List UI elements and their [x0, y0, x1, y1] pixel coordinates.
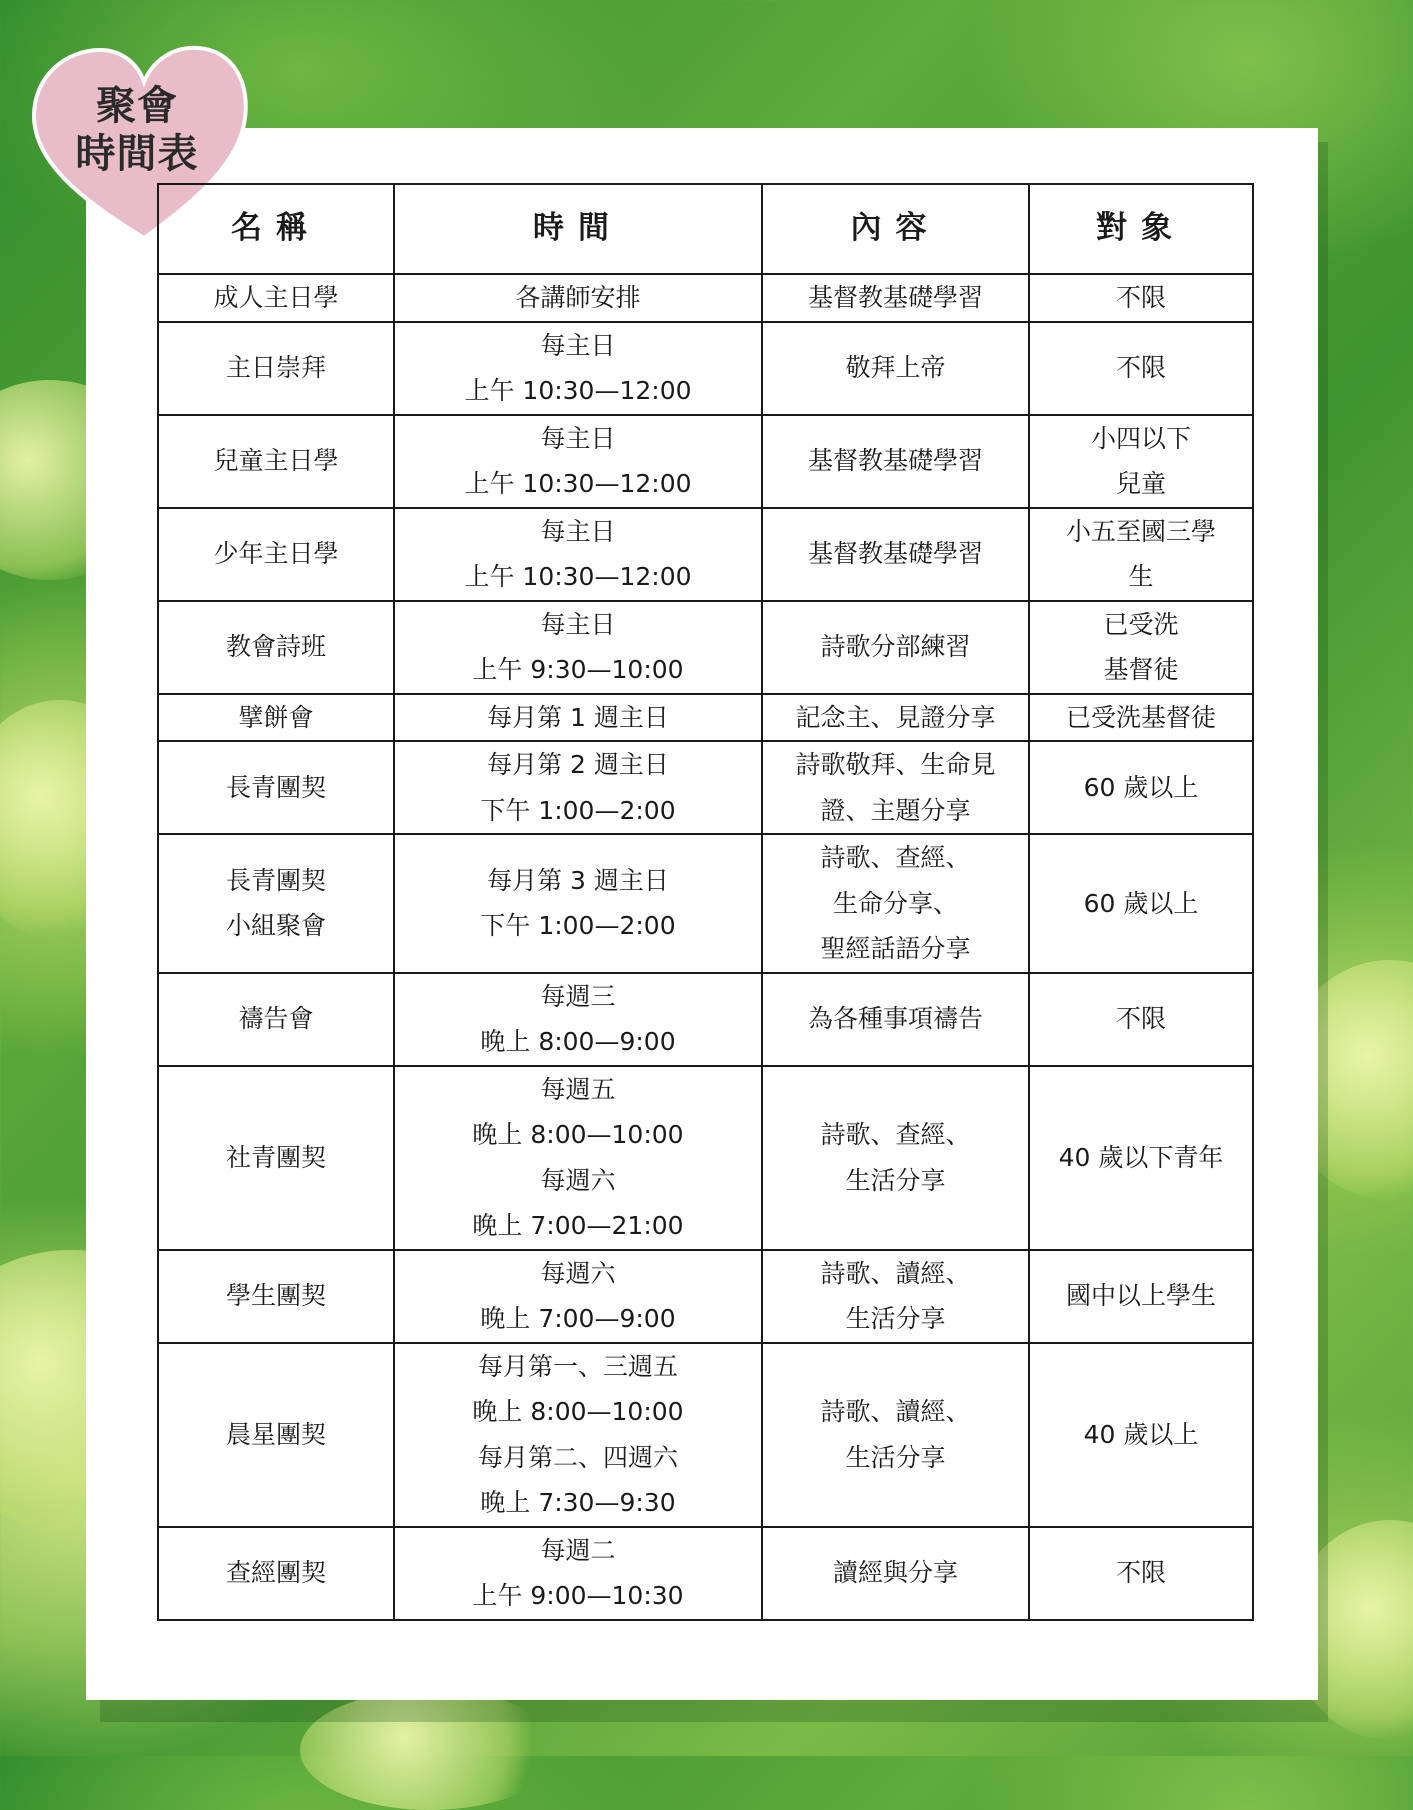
- content-line: 聖經話語分享: [820, 934, 971, 963]
- audience-line: 不限: [1115, 353, 1166, 383]
- time-line: 每週六: [540, 1165, 616, 1195]
- cell-name: [158, 415, 394, 508]
- header-time: 時間: [394, 184, 762, 274]
- name-line: 主日崇拜: [225, 353, 326, 383]
- cell-time: [394, 1527, 762, 1620]
- cell-name: [158, 1527, 394, 1620]
- table-row: [158, 415, 1253, 508]
- cell-name: [158, 1343, 394, 1527]
- content-line: 敬拜上帝: [845, 353, 946, 383]
- audience-line: 60 歲以上: [1083, 888, 1199, 918]
- time-line: 每月第 2 週主日: [487, 750, 669, 779]
- time-line: 晚上 8:00—10:00: [472, 1397, 684, 1426]
- name-line: 查經團契: [225, 1558, 326, 1588]
- table-row: [158, 1066, 1253, 1250]
- content-line: 生活分享: [845, 1442, 946, 1472]
- time-line: 每月第 1 週主日: [487, 702, 669, 732]
- content-line: 基督教基礎學習: [807, 539, 983, 569]
- cell-time: [394, 1343, 762, 1527]
- cell-content: [762, 274, 1029, 322]
- time-line: 每月第 3 週主日: [487, 865, 669, 895]
- content-line: 詩歌敬拜、生命見: [795, 750, 996, 779]
- audience-line: 已受洗: [1103, 609, 1179, 639]
- name-line: 學生團契: [225, 1281, 326, 1311]
- cell-time: [394, 1066, 762, 1250]
- audience-line: 兒童: [1115, 469, 1166, 498]
- cell-audience: [1029, 322, 1253, 415]
- audience-line: 不限: [1115, 283, 1166, 312]
- name-line: 禱告會: [238, 1004, 314, 1034]
- cell-content: [762, 834, 1029, 973]
- cell-content: [762, 1343, 1029, 1527]
- time-line: 上午 10:30—12:00: [464, 562, 692, 591]
- name-line: 擘餅會: [238, 702, 314, 732]
- table-row: [158, 973, 1253, 1066]
- time-line: 上午 9:00—10:30: [472, 1581, 684, 1610]
- content-line: 生活分享: [845, 1165, 946, 1195]
- content-line: 記念主、見證分享: [795, 702, 996, 732]
- time-line: 每主日: [540, 423, 616, 453]
- name-line: 社青團契: [225, 1142, 326, 1172]
- table-row: [158, 508, 1253, 601]
- name-line: 兒童主日學: [213, 446, 339, 476]
- cell-time: [394, 508, 762, 601]
- table-row: [158, 1527, 1253, 1620]
- content-line: 詩歌、查經、: [820, 843, 971, 872]
- audience-line: 40 歲以上: [1083, 1419, 1199, 1449]
- table-row: [158, 741, 1253, 834]
- cell-name: [158, 322, 394, 415]
- time-line: 每月第二、四週六: [477, 1442, 678, 1472]
- name-line: 晨星團契: [225, 1419, 326, 1449]
- time-line: 上午 10:30—12:00: [464, 469, 692, 498]
- cell-name: [158, 508, 394, 601]
- time-line: 下午 1:00—2:00: [480, 795, 676, 825]
- header-audience: 對象: [1029, 184, 1253, 274]
- time-line: 晚上 8:00—10:00: [472, 1120, 684, 1149]
- cell-name: [158, 694, 394, 742]
- content-line: 基督教基礎學習: [807, 446, 983, 476]
- name-line: 小組聚會: [225, 911, 326, 941]
- table-body: [158, 274, 1253, 1620]
- content-line: 基督教基礎學習: [807, 283, 983, 312]
- cell-name: [158, 1066, 394, 1250]
- table-row: [158, 1343, 1253, 1527]
- name-line: 長青團契: [225, 772, 326, 802]
- cell-audience: [1029, 1066, 1253, 1250]
- cell-time: [394, 601, 762, 694]
- cell-time: [394, 274, 762, 322]
- cell-content: [762, 601, 1029, 694]
- time-line: 晚上 7:30—9:30: [480, 1488, 676, 1517]
- cell-audience: [1029, 1250, 1253, 1343]
- audience-line: 生: [1128, 562, 1154, 591]
- audience-line: 基督徒: [1103, 655, 1179, 684]
- cell-audience: [1029, 741, 1253, 834]
- schedule-table: [157, 183, 1254, 1621]
- audience-line: 小四以下: [1090, 423, 1191, 453]
- cell-time: [394, 322, 762, 415]
- name-line: 教會詩班: [225, 632, 326, 662]
- content-line: 詩歌、讀經、: [820, 1258, 971, 1288]
- cell-time: [394, 973, 762, 1066]
- time-line: 每主日: [540, 330, 616, 360]
- cell-audience: [1029, 508, 1253, 601]
- cell-audience: [1029, 694, 1253, 742]
- time-line: 每週二: [540, 1535, 616, 1565]
- cell-audience: [1029, 834, 1253, 973]
- name-line: 少年主日學: [213, 539, 339, 569]
- time-line: 每主日: [540, 609, 616, 639]
- cell-content: [762, 1066, 1029, 1250]
- badge-title-line1: 聚會: [96, 83, 178, 129]
- cell-content: [762, 415, 1029, 508]
- cell-name: [158, 973, 394, 1066]
- content-line: 生活分享: [845, 1304, 946, 1333]
- audience-line: 小五至國三學: [1065, 516, 1216, 546]
- table-row: [158, 1250, 1253, 1343]
- content-line: 詩歌、查經、: [820, 1120, 971, 1149]
- content-line: 生命分享、: [832, 888, 958, 918]
- time-line: 每月第一、三週五: [477, 1351, 678, 1381]
- name-line: 成人主日學: [213, 283, 339, 312]
- audience-line: 不限: [1115, 1558, 1166, 1588]
- cell-content: [762, 508, 1029, 601]
- header-content: 內容: [762, 184, 1029, 274]
- cell-audience: [1029, 415, 1253, 508]
- cell-content: [762, 322, 1029, 415]
- audience-line: 已受洗基督徒: [1065, 702, 1216, 732]
- audience-line: 60 歲以上: [1083, 772, 1199, 802]
- time-line: 晚上 8:00—9:00: [480, 1027, 676, 1056]
- content-line: 讀經與分享: [832, 1558, 958, 1588]
- audience-line: 40 歲以下青年: [1058, 1142, 1224, 1172]
- table-header-row: [158, 184, 1253, 274]
- cell-name: [158, 601, 394, 694]
- name-line: 長青團契: [225, 865, 326, 895]
- table-row: [158, 601, 1253, 694]
- time-line: 每週三: [540, 981, 616, 1011]
- cell-name: [158, 274, 394, 322]
- cell-time: [394, 834, 762, 973]
- content-line: 詩歌、讀經、: [820, 1397, 971, 1426]
- time-line: 上午 9:30—10:00: [472, 655, 684, 684]
- cell-name: [158, 741, 394, 834]
- content-line: 為各種事項禱告: [807, 1004, 983, 1034]
- content-line: 詩歌分部練習: [820, 632, 971, 662]
- audience-line: 不限: [1115, 1004, 1166, 1034]
- time-line: 晚上 7:00—9:00: [480, 1304, 676, 1333]
- table-row: [158, 834, 1253, 973]
- table-row: [158, 274, 1253, 322]
- cell-content: [762, 694, 1029, 742]
- time-line: 晚上 7:00—21:00: [472, 1211, 684, 1240]
- cell-time: [394, 694, 762, 742]
- cell-time: [394, 1250, 762, 1343]
- cell-content: [762, 1527, 1029, 1620]
- time-line: 每週六: [540, 1258, 616, 1288]
- cell-time: [394, 741, 762, 834]
- time-line: 每主日: [540, 516, 616, 546]
- cell-content: [762, 741, 1029, 834]
- cell-audience: [1029, 1527, 1253, 1620]
- time-line: 每週五: [540, 1074, 616, 1104]
- cell-content: [762, 1250, 1029, 1343]
- content-line: 證、主題分享: [820, 795, 971, 825]
- badge-title-line2: 時間表: [75, 131, 199, 177]
- cell-content: [762, 973, 1029, 1066]
- cell-audience: [1029, 601, 1253, 694]
- table-row: [158, 322, 1253, 415]
- time-line: 各講師安排: [515, 283, 641, 312]
- table-row: [158, 694, 1253, 742]
- cell-audience: [1029, 973, 1253, 1066]
- time-line: 上午 10:30—12:00: [464, 376, 692, 405]
- cell-time: [394, 415, 762, 508]
- cell-audience: [1029, 1343, 1253, 1527]
- cell-name: [158, 1250, 394, 1343]
- cell-audience: [1029, 274, 1253, 322]
- time-line: 下午 1:00—2:00: [480, 911, 676, 941]
- badge-title: [52, 82, 222, 178]
- cell-name: [158, 834, 394, 973]
- audience-line: 國中以上學生: [1065, 1281, 1216, 1311]
- header-name: 名稱: [158, 184, 394, 274]
